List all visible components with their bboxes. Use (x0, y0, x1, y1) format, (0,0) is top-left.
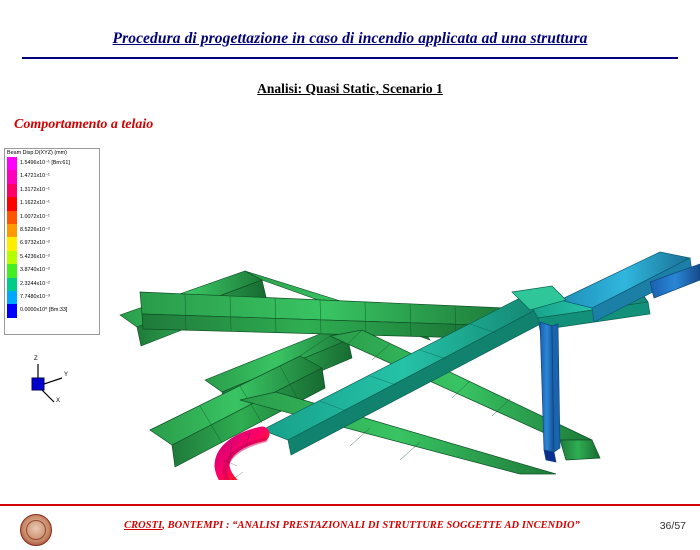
legend-item (7, 304, 97, 317)
fem-figure (0, 140, 700, 480)
axis-label-y: Y (64, 372, 69, 378)
legend-swatch (7, 197, 17, 210)
legend-label: 8.5226x10⁻² (20, 226, 50, 233)
legend-item (7, 278, 97, 291)
page-number: 36/57 (659, 520, 686, 532)
legend-swatch (7, 291, 17, 304)
legend-label: 1.1622x10⁻¹ (20, 200, 50, 207)
legend-label: 3.8740x10⁻² (20, 267, 50, 274)
color-legend (4, 148, 100, 335)
legend-item (7, 264, 97, 277)
legend-swatch (7, 224, 17, 237)
legend-swatch (7, 157, 17, 170)
legend-swatch (7, 211, 17, 224)
legend-item (7, 157, 97, 170)
beam-cyan-upper-bar (470, 290, 700, 302)
footer-title: , BONTEMPI : “ANALISI PRESTAZIONALI DI STRUTTURE SOGGETTE AD INCENDIO” (162, 520, 580, 531)
legend-label: 2.3244x10⁻² (20, 280, 50, 287)
legend-swatch (7, 278, 17, 291)
legend-swatch (7, 170, 17, 183)
legend-label: 0.0000x10⁰ [Bm:33] (20, 307, 68, 314)
footer (0, 506, 700, 550)
legend-item (7, 224, 97, 237)
legend-item (7, 291, 97, 304)
legend-item (7, 251, 97, 264)
legend-item (7, 184, 97, 197)
legend-swatch (7, 184, 17, 197)
figure-caption: Comportamento a telaio (14, 117, 154, 132)
axis-triad-icon (22, 358, 78, 410)
legend-rows (7, 157, 97, 331)
legend-swatch (7, 304, 17, 317)
legend-item (7, 237, 97, 250)
legend-item (7, 170, 97, 183)
legend-title: Beam Disp.D(XYZ) (mm) (7, 150, 67, 156)
legend-swatch (7, 237, 17, 250)
footer-author: CROSTI (124, 520, 163, 531)
legend-item-zero (7, 318, 97, 331)
university-seal-icon (20, 514, 52, 546)
legend-label: 1.5496x10⁻¹ [Bm:61] (20, 160, 70, 166)
axis-triad (22, 358, 78, 410)
title-divider (22, 57, 678, 59)
legend-label: 5.4236x10⁻² (20, 253, 50, 260)
axis-label-x: X (56, 398, 61, 404)
legend-label: 6.9732x10⁻² (20, 240, 50, 247)
legend-label: 1.3172x10⁻¹ (20, 186, 50, 193)
fem-model-render (0, 140, 700, 480)
legend-swatch (7, 251, 17, 264)
axis-label-z: Z (34, 356, 38, 362)
legend-label (7, 318, 22, 331)
legend-label: 7.7480x10⁻³ (20, 293, 50, 300)
analysis-subtitle: Analisi: Quasi Static, Scenario 1 (257, 81, 443, 96)
legend-item (7, 197, 97, 210)
page-title: Procedura di progettazione in caso di incendio applicata ad una struttura (112, 30, 588, 47)
legend-label: 1.4721x10⁻¹ (20, 173, 50, 180)
legend-label: 1.0072x10⁻¹ (20, 213, 50, 220)
legend-item (7, 211, 97, 224)
footer-credit (72, 520, 632, 531)
legend-swatch (7, 264, 17, 277)
